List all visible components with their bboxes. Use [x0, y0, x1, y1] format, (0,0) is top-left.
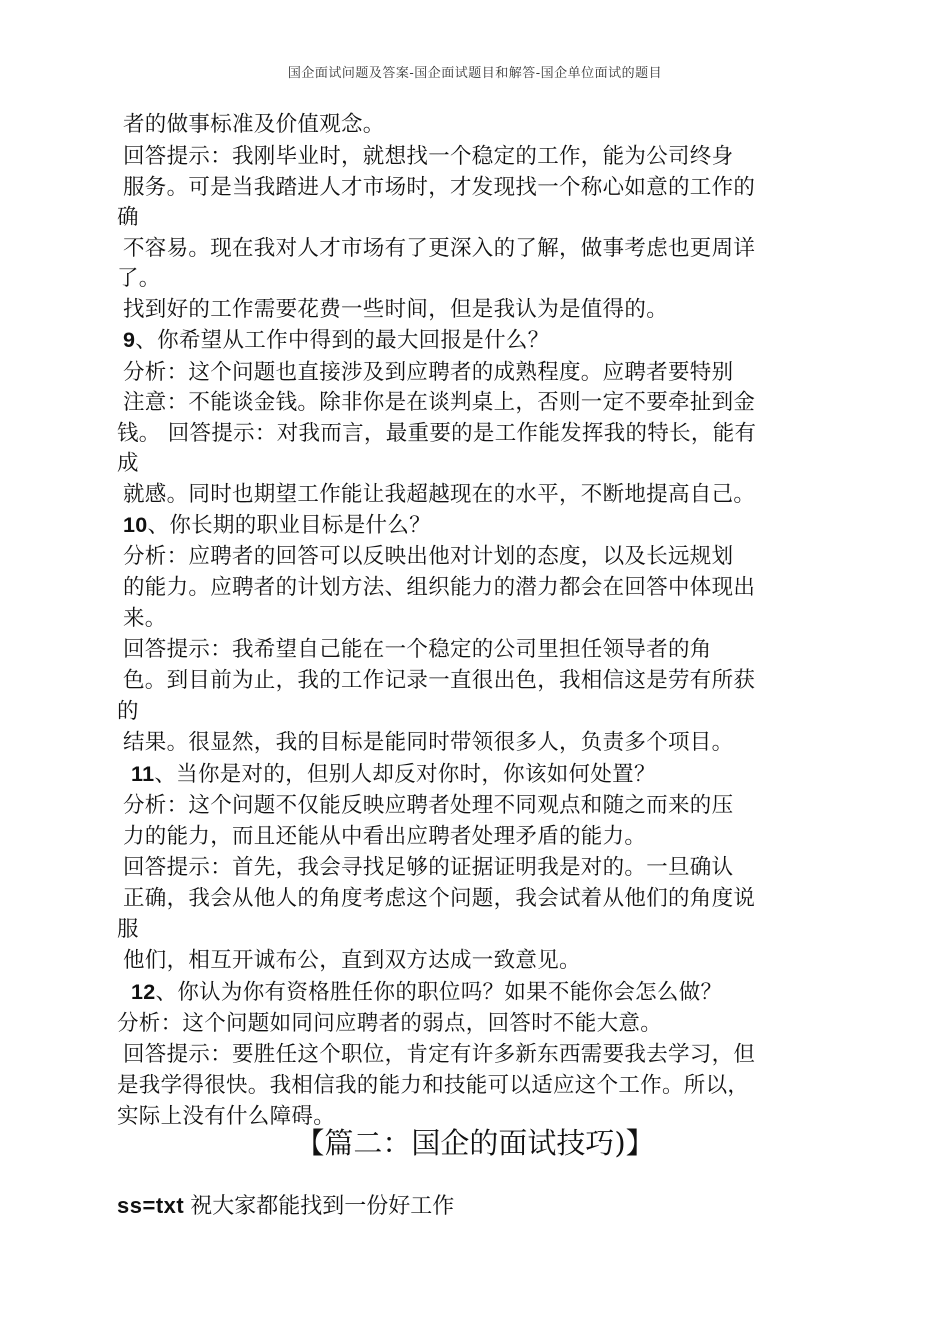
- text-line: 的能力。应聘者的计划方法、组织能力的潜力都会在回答中体现出: [123, 575, 756, 600]
- question-heading: 10、你长期的职业目标是什么？: [123, 513, 431, 538]
- text-line: 分析：这个问题不仅能反映应聘者处理不同观点和随之而来的压: [123, 793, 734, 818]
- text-line: 结果。很显然，我的目标是能同时带领很多人，负责多个项目。: [123, 730, 734, 755]
- text-line: 回答提示：我刚毕业时，就想找一个稳定的工作，能为公司终身: [123, 144, 734, 169]
- text-line: 来。: [123, 606, 167, 631]
- text-line: 是我学得很快。我相信我的能力和技能可以适应这个工作。所以，: [117, 1073, 750, 1098]
- text-line: 钱。 回答提示：对我而言，最重要的是工作能发挥我的特长，能有: [117, 421, 757, 446]
- text-line: 成: [117, 451, 139, 476]
- text-line: 分析：应聘者的回答可以反映出他对计划的态度，以及长远规划: [123, 544, 734, 569]
- text-line: 分析：这个问题如同问应聘者的弱点，回答时不能大意。: [117, 1011, 663, 1036]
- text-line: 找到好的工作需要花费一些时间，但是我认为是值得的。: [123, 297, 669, 322]
- text-line: 服: [117, 917, 139, 942]
- text-line: 确: [117, 205, 139, 230]
- text-line: 实际上没有什么障碍。: [117, 1104, 336, 1129]
- text-line: 回答提示：首先，我会寻找足够的证据证明我是对的。一旦确认: [123, 855, 734, 880]
- text-line: 他们，相互开诚布公，直到双方达成一致意见。: [123, 948, 581, 973]
- text-line: 的: [117, 699, 139, 724]
- text-line: 了。: [117, 266, 161, 291]
- text-line: 正确，我会从他人的角度考虑这个问题，我会试着从他们的角度说: [123, 886, 756, 911]
- question-heading: 9、你希望从工作中得到的最大回报是什么？: [123, 328, 550, 353]
- text-line: 回答提示：我希望自己能在一个稳定的公司里担任领导者的角: [123, 637, 712, 662]
- text-line: 色。到目前为止，我的工作记录一直很出色，我相信这是劳有所获: [123, 668, 756, 693]
- text-line: 分析：这个问题也直接涉及到应聘者的成熟程度。应聘者要特别: [123, 360, 734, 385]
- footer-line: [117, 1195, 454, 1218]
- text-line: 者的做事标准及价值观念。: [123, 112, 385, 137]
- footer-text: 祝大家都能找到一份好工作: [190, 1194, 455, 1219]
- question-heading: 11、当你是对的，但别人却反对你时，你该如何处置？: [131, 762, 656, 787]
- section-title: 【篇二：国企的面试技巧)】: [295, 1126, 655, 1160]
- text-line: 就感。同时也期望工作能让我超越现在的水平，不断地提高自己。: [123, 482, 756, 507]
- text-line: 不容易。现在我对人才市场有了更深入的了解，做事考虑也更周详: [123, 236, 756, 261]
- text-line: 力的能力，而且还能从中看出应聘者处理矛盾的能力。: [123, 824, 647, 849]
- running-header: 国企面试问题及答案-国企面试题目和解答-国企单位面试的题目: [287, 66, 663, 81]
- text-line: 注意：不能谈金钱。除非你是在谈判桌上，否则一定不要牵扯到金: [123, 390, 756, 415]
- question-heading: 12、你认为你有资格胜任你的职位吗？如果不能你会怎么做？: [131, 980, 723, 1005]
- footer-code: ss=txt: [117, 1193, 185, 1218]
- text-line: 服务。可是当我踏进人才市场时，才发现找一个称心如意的工作的: [123, 175, 756, 200]
- text-line: 回答提示：要胜任这个职位，肯定有许多新东西需要我去学习，但: [123, 1042, 756, 1067]
